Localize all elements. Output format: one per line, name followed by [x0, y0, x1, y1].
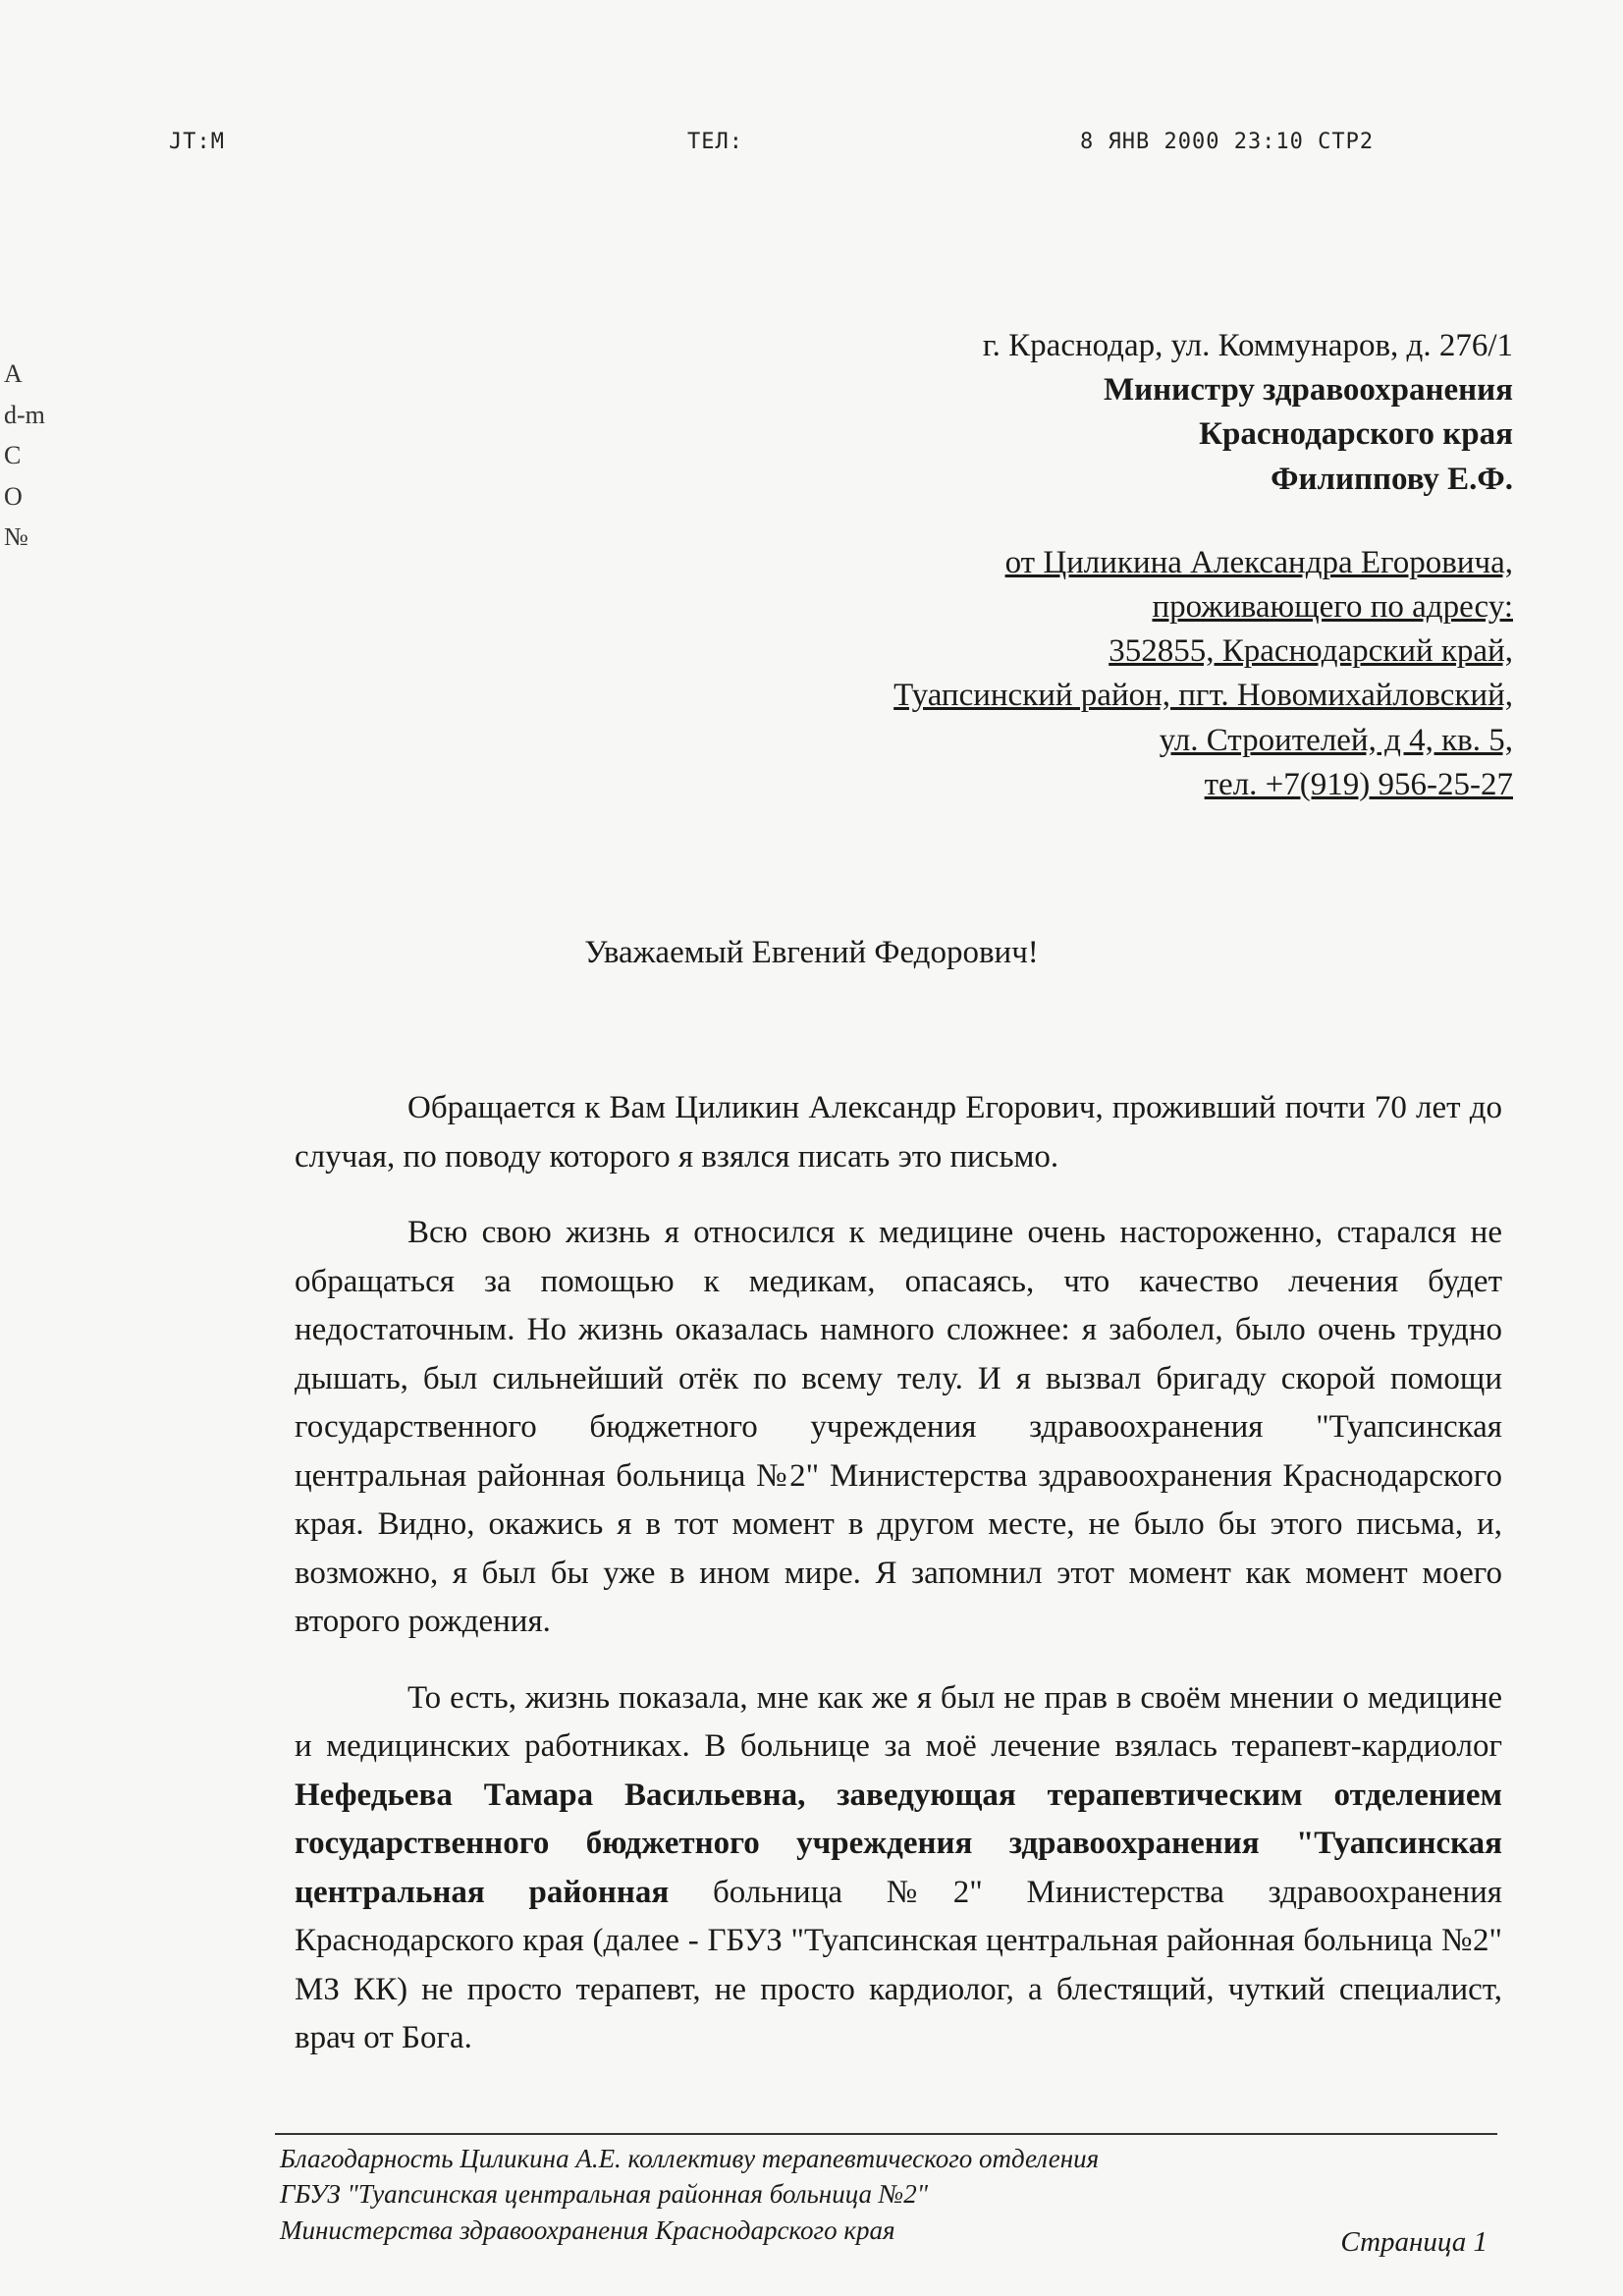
- letter-body: [295, 1084, 1502, 2091]
- paragraph-intro: Обращается к Вам Циликин Александр Егорович, проживший почти 70 лет до случая, по поводу которого я взялся писать это письмо.: [295, 1090, 1502, 1175]
- recipient-name: Филиппову Е.Ф.: [1271, 461, 1513, 497]
- paragraph-doctor-end: больница №2" Министерства здравоохранения Краснодарского края (далее - ГБУЗ "Туапсинская центральная районная больница №2" МЗ КК) не просто терапевт, не просто кардиолог, а блестящий, чуткий специалист, врач от Бога.: [295, 1874, 1502, 2055]
- sender-district: Туапсинский район, пгт. Новомихайловский,: [893, 678, 1513, 714]
- paragraph-story: Всю свою жизнь я относился к медицине очень настороженно, старался не обращаться за помощью к медикам, опасаясь, что качество лечения будет недостаточным. Но жизнь оказалась намного сложнее: я заболел, было очень трудно дышать, был сильнейший отёк по всему телу. И я вызвал бригаду скорой помощи государственного бюджетного учреждения здравоохранения "Туапсинская центральная районная больница №2" Министерства здравоохранения Краснодарского края. Видно, окажись я в тот момент в другом месте, не было бы этого письма, и, возможно, я был бы уже в ином мире. Я запомнил этот момент как момент моего второго рождения.: [295, 1215, 1502, 1639]
- recipient-title: Министру здравоохранения: [1104, 372, 1513, 409]
- margin-mark: №: [4, 522, 28, 552]
- address-block: [893, 324, 1513, 807]
- footer-line-1: Благодарность Циликина А.Е. коллективу терапевтического отделения: [280, 2144, 1100, 2173]
- fax-header-date: 8 ЯНВ 2000 23:10 СТР2: [1080, 130, 1375, 154]
- fax-header-left: JT:M: [169, 130, 225, 154]
- margin-mark: C: [4, 441, 22, 470]
- sender-phone: тел. +7(919) 956-25-27: [1204, 766, 1513, 802]
- page-number: Страница 1: [1340, 2226, 1488, 2258]
- footer: [280, 2141, 1502, 2248]
- footer-divider: [275, 2133, 1497, 2135]
- fax-header-phone: ТЕЛ:: [687, 130, 743, 154]
- sender-from: от Циликина Александра Егоровича,: [1004, 544, 1513, 580]
- footer-line-2: ГБУЗ "Туапсинская центральная районная больница №2": [280, 2179, 929, 2210]
- sender-residing: проживающего по адресу:: [1152, 589, 1513, 626]
- paragraph-doctor: [295, 1674, 1502, 2063]
- doctor-name-bold: Нефедьева Тамара Васильевна, заведующая терапевтическим отделением государственного бюджетного учреждения здравоохранения "Туапсинская центральная районная: [295, 1777, 1502, 1910]
- sender-postal: 352855, Краснодарский край,: [1109, 633, 1513, 670]
- recipient-address: г. Краснодар, ул. Коммунаров, д. 276/1: [982, 328, 1513, 363]
- margin-artifacts: [4, 354, 45, 558]
- margin-mark: O: [4, 481, 23, 511]
- recipient-region: Краснодарского края: [1199, 416, 1513, 453]
- salutation: Уважаемый Евгений Федорович!: [584, 935, 1039, 970]
- paragraph-doctor-start: То есть, жизнь показала, мне как же я был не прав в своём мнении о медицине и медицинских работниках. В больнице за моё лечение взялась терапевт-кардиолог: [295, 1679, 1502, 1764]
- margin-mark: d-m: [4, 400, 45, 429]
- footer-line-3: Министерства здравоохранения Краснодарского края: [280, 2214, 895, 2245]
- margin-mark: A: [4, 359, 23, 388]
- sender-street: ул. Строителей, д 4, кв. 5,: [1159, 722, 1513, 758]
